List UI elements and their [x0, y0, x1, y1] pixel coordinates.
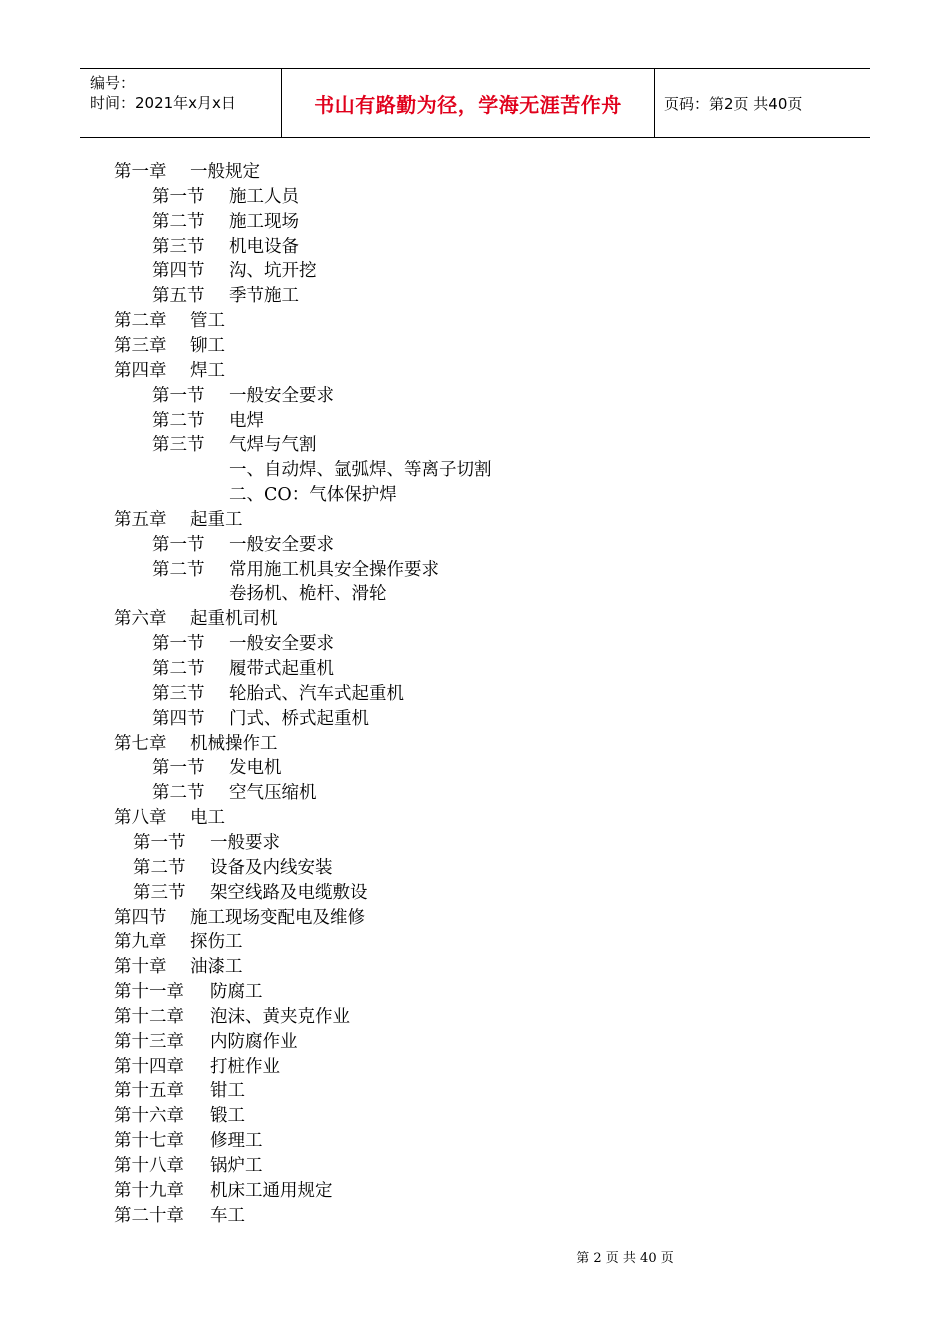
toc-entry-label: 第十章 [114, 957, 167, 978]
toc-entry-title: 钳工 [210, 1081, 245, 1102]
toc-entry-title: 起重工 [190, 509, 243, 530]
toc-entry-title: 常用施工机具安全操作要求 [229, 559, 439, 580]
toc-entry-label: 第二节 [152, 659, 205, 679]
toc-entry-label: 第十八章 [114, 1156, 184, 1176]
toc-entry-label: 第十三章 [114, 1031, 184, 1052]
toc-entry-title: 泡沫、黄夹克作业 [210, 1006, 350, 1027]
toc-entry-label: 第十一章 [114, 982, 184, 1003]
toc-entry-label: 第二节 [152, 410, 205, 431]
toc-entry-title: 探伤工 [190, 932, 243, 953]
toc-entry-title: 二、CO：气体保护焊 [229, 485, 397, 506]
toc-entry-title: 起重机司机 [190, 609, 278, 630]
toc-entry-title: 机电设备 [229, 236, 299, 257]
toc-entry-label: 第三节 [152, 683, 205, 704]
toc-entry-label: 第五章 [114, 509, 167, 530]
toc-entry-label: 第三节 [152, 236, 205, 257]
toc-entry-title: 一、自动焊、氩弧焊、等离子切割 [229, 460, 492, 481]
toc-entry-label: 第八章 [114, 808, 167, 829]
toc-entry-label: 第十七章 [114, 1131, 184, 1152]
header-motto: 书山有路勤为径，学海无涯苦作舟 [314, 92, 622, 117]
toc-entry-title: 锻工 [210, 1106, 245, 1127]
toc-entry-label: 第一节 [152, 186, 205, 207]
toc-entry-label: 第三章 [114, 335, 167, 356]
toc-entry-label: 第一节 [133, 832, 186, 853]
toc-entry-label: 第六章 [114, 609, 167, 630]
toc-entry-title: 电工 [190, 808, 225, 829]
toc-entry-title: 卷扬机、桅杆、滑轮 [229, 584, 387, 605]
toc-entry-label: 第四节 [114, 907, 167, 928]
toc-entry-label: 第二节 [152, 559, 205, 580]
toc-entry-label: 第九章 [114, 932, 167, 953]
toc-entry-title: 气焊与气割 [229, 435, 317, 456]
toc-entry-title: 沟、坑开挖 [229, 261, 317, 282]
toc-entry-label: 第三节 [152, 435, 205, 456]
toc-entry-title: 机械操作工 [190, 733, 278, 754]
toc-entry-title: 一般规定 [190, 162, 260, 182]
toc-entry-label: 第十四章 [114, 1056, 184, 1077]
document-time-label: 时间：2021年x月x日 [90, 94, 236, 112]
toc-entry-title: 季节施工 [229, 286, 299, 307]
toc-entry-label: 第二十章 [114, 1205, 184, 1226]
toc-entry-label: 第十二章 [114, 1006, 184, 1027]
header-page-label: 页码：第2页 共40页 [664, 94, 803, 113]
toc-entry-title: 门式、桥式起重机 [229, 708, 369, 729]
toc-entry-title: 一般安全要求 [229, 534, 334, 555]
toc-entry-title: 机床工通用规定 [210, 1180, 333, 1201]
toc-entry-title: 油漆工 [190, 957, 243, 978]
toc-entry-title: 一般要求 [210, 832, 280, 853]
toc-entry-title: 电焊 [229, 410, 264, 431]
toc-entry-title: 履带式起重机 [229, 659, 334, 679]
toc-entry-title: 锅炉工 [210, 1156, 263, 1176]
toc-entry-label: 第一章 [114, 162, 167, 182]
toc-entry-title: 轮胎式、汽车式起重机 [229, 683, 404, 704]
toc-entry-title: 铆工 [190, 335, 225, 356]
document-number-label: 编号： [90, 74, 136, 92]
toc-entry-label: 第一节 [152, 634, 205, 655]
toc-entry-title: 一般安全要求 [229, 634, 334, 655]
toc-entry-title: 施工现场 [229, 211, 299, 232]
toc-entry-title: 一般安全要求 [229, 385, 334, 406]
toc-entry-label: 第一节 [152, 758, 205, 779]
toc-entry-label: 第四节 [152, 261, 205, 282]
toc-entry-title: 车工 [210, 1205, 245, 1226]
toc-entry-label: 第二节 [133, 857, 186, 878]
header-left-cell [90, 73, 236, 113]
toc-entry-title: 打桩作业 [210, 1056, 280, 1077]
toc-entry-label: 第二章 [114, 311, 167, 332]
toc-entry-title: 施工人员 [229, 186, 299, 207]
toc-entry-title: 修理工 [210, 1131, 263, 1152]
toc-entry-label: 第四节 [152, 708, 205, 729]
toc-entry-label: 第十九章 [114, 1180, 184, 1201]
toc-entry-title: 发电机 [229, 758, 282, 779]
toc-entry-label: 第四章 [114, 360, 167, 381]
toc-entry-title: 内防腐作业 [210, 1031, 298, 1052]
toc-entry-label: 第五节 [152, 286, 205, 307]
toc-entry-label: 第一节 [152, 534, 205, 555]
toc-entry-label: 第十六章 [114, 1106, 184, 1127]
toc-entry-title: 施工现场变配电及维修 [190, 907, 365, 928]
toc-entry-label: 第三节 [133, 882, 186, 903]
page-footer: 第 2 页 共 40 页 [576, 1251, 674, 1266]
toc-entry-label: 第十五章 [114, 1081, 184, 1102]
toc-entry-title: 管工 [190, 311, 225, 332]
toc-entry-label: 第一节 [152, 385, 205, 406]
toc-entry-title: 防腐工 [210, 982, 263, 1003]
toc-entry-label: 第二节 [152, 783, 205, 804]
header-divider [654, 69, 655, 137]
toc-entry-label: 第二节 [152, 211, 205, 232]
toc-entry-title: 架空线路及电缆敷设 [210, 882, 368, 903]
toc-entry-label: 第七章 [114, 733, 167, 754]
page-header [80, 68, 870, 138]
toc-entry-title: 空气压缩机 [229, 783, 317, 804]
toc-entry-title: 设备及内线安装 [210, 857, 333, 878]
toc-entry-title: 焊工 [190, 360, 225, 381]
